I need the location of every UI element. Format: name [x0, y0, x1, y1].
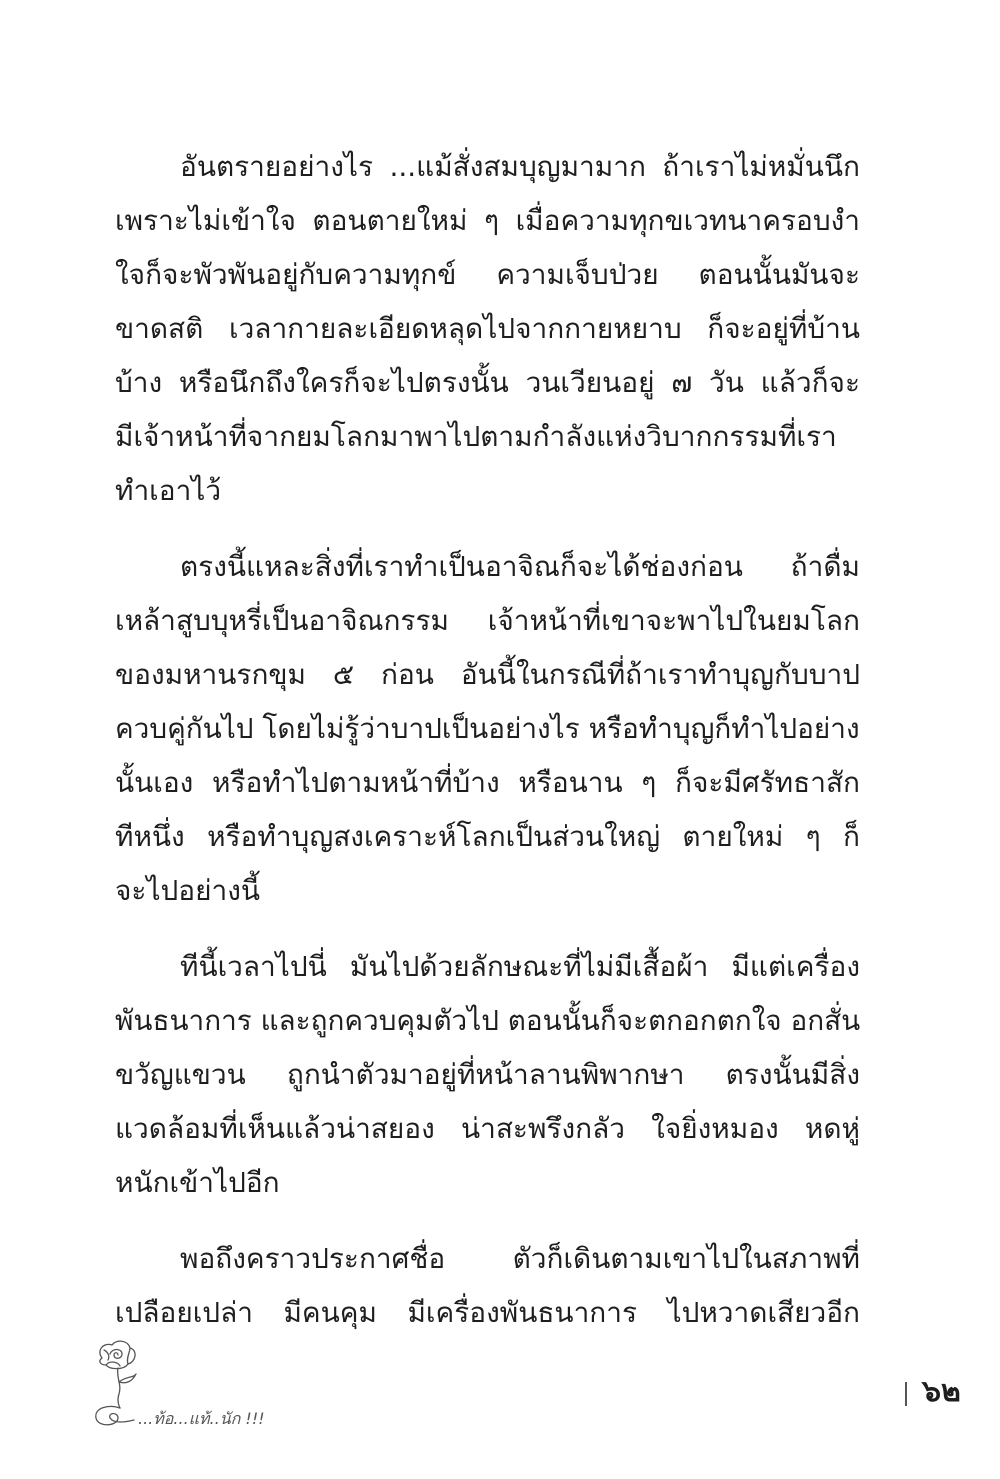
text-line: ควบคู่กันไป โดยไม่รู้ว่าบาปเป็นอย่างไร หรือทำบุญก็ทำไปอย่าง [115, 712, 860, 745]
text-line: เปลือยเปล่า มีคนคุม มีเครื่องพันธนาการ ไปหวาดเสียวอีก [115, 1296, 860, 1329]
text-line: ทีนี้เวลาไปนี่ มันไปด้วยลักษณะที่ไม่มีเสื้อผ้า มีแต่เครื่อง [180, 950, 860, 983]
text-line: เหล้าสูบบุหรี่เป็นอาจิณกรรม เจ้าหน้าที่เขาจะพาไปในยมโลก [115, 604, 860, 637]
text-line: ของมหานรกขุม ๕ ก่อน อันนี้ในกรณีที่ถ้าเราทำบุญกับบาป [115, 658, 860, 691]
footer-logo [88, 1338, 348, 1433]
text-line: นั้นเอง หรือทำไปตามหน้าที่บ้าง หรือนาน ๆ ก็จะมีศรัทธาสัก [115, 766, 860, 799]
text-line: ใจก็จะพัวพันอยู่กับความทุกข์ ความเจ็บป่วย ตอนนั้นมันจะ [115, 258, 860, 291]
text-line: มีเจ้าหน้าที่จากยมโลกมาพาไปตามกำลังแห่งวิบากกรรมที่เรา [115, 420, 837, 453]
text-line: ขวัญแขวน ถูกนำตัวมาอยู่ที่หน้าลานพิพากษา ตรงนั้นมีสิ่ง [115, 1058, 860, 1091]
paragraph [115, 940, 860, 1210]
text-line: ขาดสติ เวลากายละเอียดหลุดไปจากกายหยาบ ก็จะอยู่ที่บ้าน [115, 312, 860, 345]
paragraph [115, 140, 860, 518]
text-line: จะไปอย่างนี้ [115, 874, 261, 907]
page-number-separator [905, 1382, 907, 1406]
body-text [115, 140, 860, 1362]
text-line: เพราะไม่เข้าใจ ตอนตายใหม่ ๆ เมื่อความทุกขเวทนาครอบงำ [115, 204, 860, 237]
text-line: อันตรายอย่างไร ...แม้สั่งสมบุญมามาก ถ้าเราไม่หมั่นนึก [180, 150, 860, 183]
text-line: แวดล้อมที่เห็นแล้วน่าสยอง น่าสะพรึงกลัว ใจยิ่งหมอง หดหู่ [115, 1112, 860, 1145]
paragraph [115, 1232, 860, 1340]
text-line: ทีหนึ่ง หรือทำบุญสงเคราะห์โลกเป็นส่วนใหญ่ ตายใหม่ ๆ ก็ [115, 820, 860, 853]
text-line: หนักเข้าไปอีก [115, 1166, 280, 1199]
text-line: ทำเอาไว้ [115, 474, 222, 507]
text-line: พันธนาการ และถูกควบคุมตัวไป ตอนนั้นก็จะตกอกตกใจ อกสั่น [115, 1004, 861, 1037]
text-line: ตรงนี้แหละสิ่งที่เราทำเป็นอาจิณก็จะได้ช่องก่อน ถ้าดื่ม [180, 550, 860, 583]
paragraph [115, 540, 860, 918]
text-line: บ้าง หรือนึกถึงใครก็จะไปตรงนั้น วนเวียนอยู่ ๗ วัน แล้วก็จะ [115, 366, 860, 399]
page-number: ๖๒ [922, 1374, 961, 1409]
handwritten-tagline: ...ท้อ...แท้..นัก !!! [138, 1409, 265, 1428]
text-line: พอถึงคราวประกาศชื่อ ตัวก็เดินตามเขาไปในสภาพที่ [180, 1242, 860, 1275]
rose-sketch-icon [88, 1338, 348, 1433]
